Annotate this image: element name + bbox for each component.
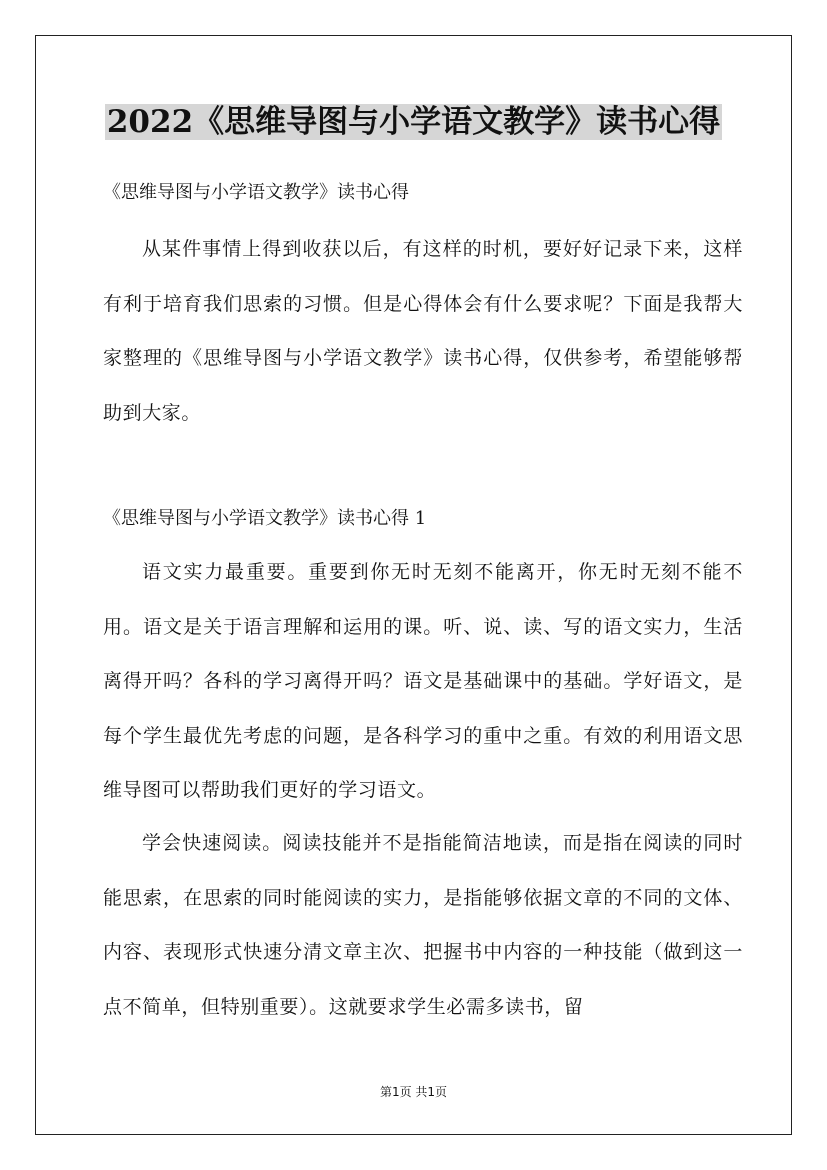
intro-paragraph: 从某件事情上得到收获以后，有这样的时机，要好好记录下来，这样有利于培育我们思索的习惯。但是心得体会有什么要求呢？下面是我帮大家整理的《思维导图与小学语文教学》读书心得，仅供参考，希望能够帮助到大家。 [103,238,743,424]
document-title-text: 2022《思维导图与小学语文教学》读书心得 [106,104,721,140]
section1-heading: 《思维导图与小学语文教学》读书心得 1 [103,508,427,529]
intro-heading: 《思维导图与小学语文教学》读书心得 [103,182,409,203]
section1-paragraph-1: 语文实力最重要。重要到你无时无刻不能离开，你无时无刻不能不用。语文是关于语言理解和运用的课。听、说、读、写的语文实力，生活离得开吗？各科的学习离得开吗？语文是基础课中的基础。学好语文，是每个学生最优先考虑的问题，是各科学习的重中之重。有效的利用语文思维导图可以帮助我们更好的学习语文。 [103,561,743,801]
section1-paragraph-2: 学会快速阅读。阅读技能并不是指能简洁地读，而是指在阅读的同时能思索，在思索的同时能阅读的实力，是指能够依据文章的不同的文体、内容、表现形式快速分清文章主次、把握书中内容的一种技能（做到这一点不简单，但特别重要）。这就要求学生必需多读书，留 [103,832,743,1018]
document-title [0,100,827,144]
page-footer: 第1页 共1页 [379,1085,448,1099]
